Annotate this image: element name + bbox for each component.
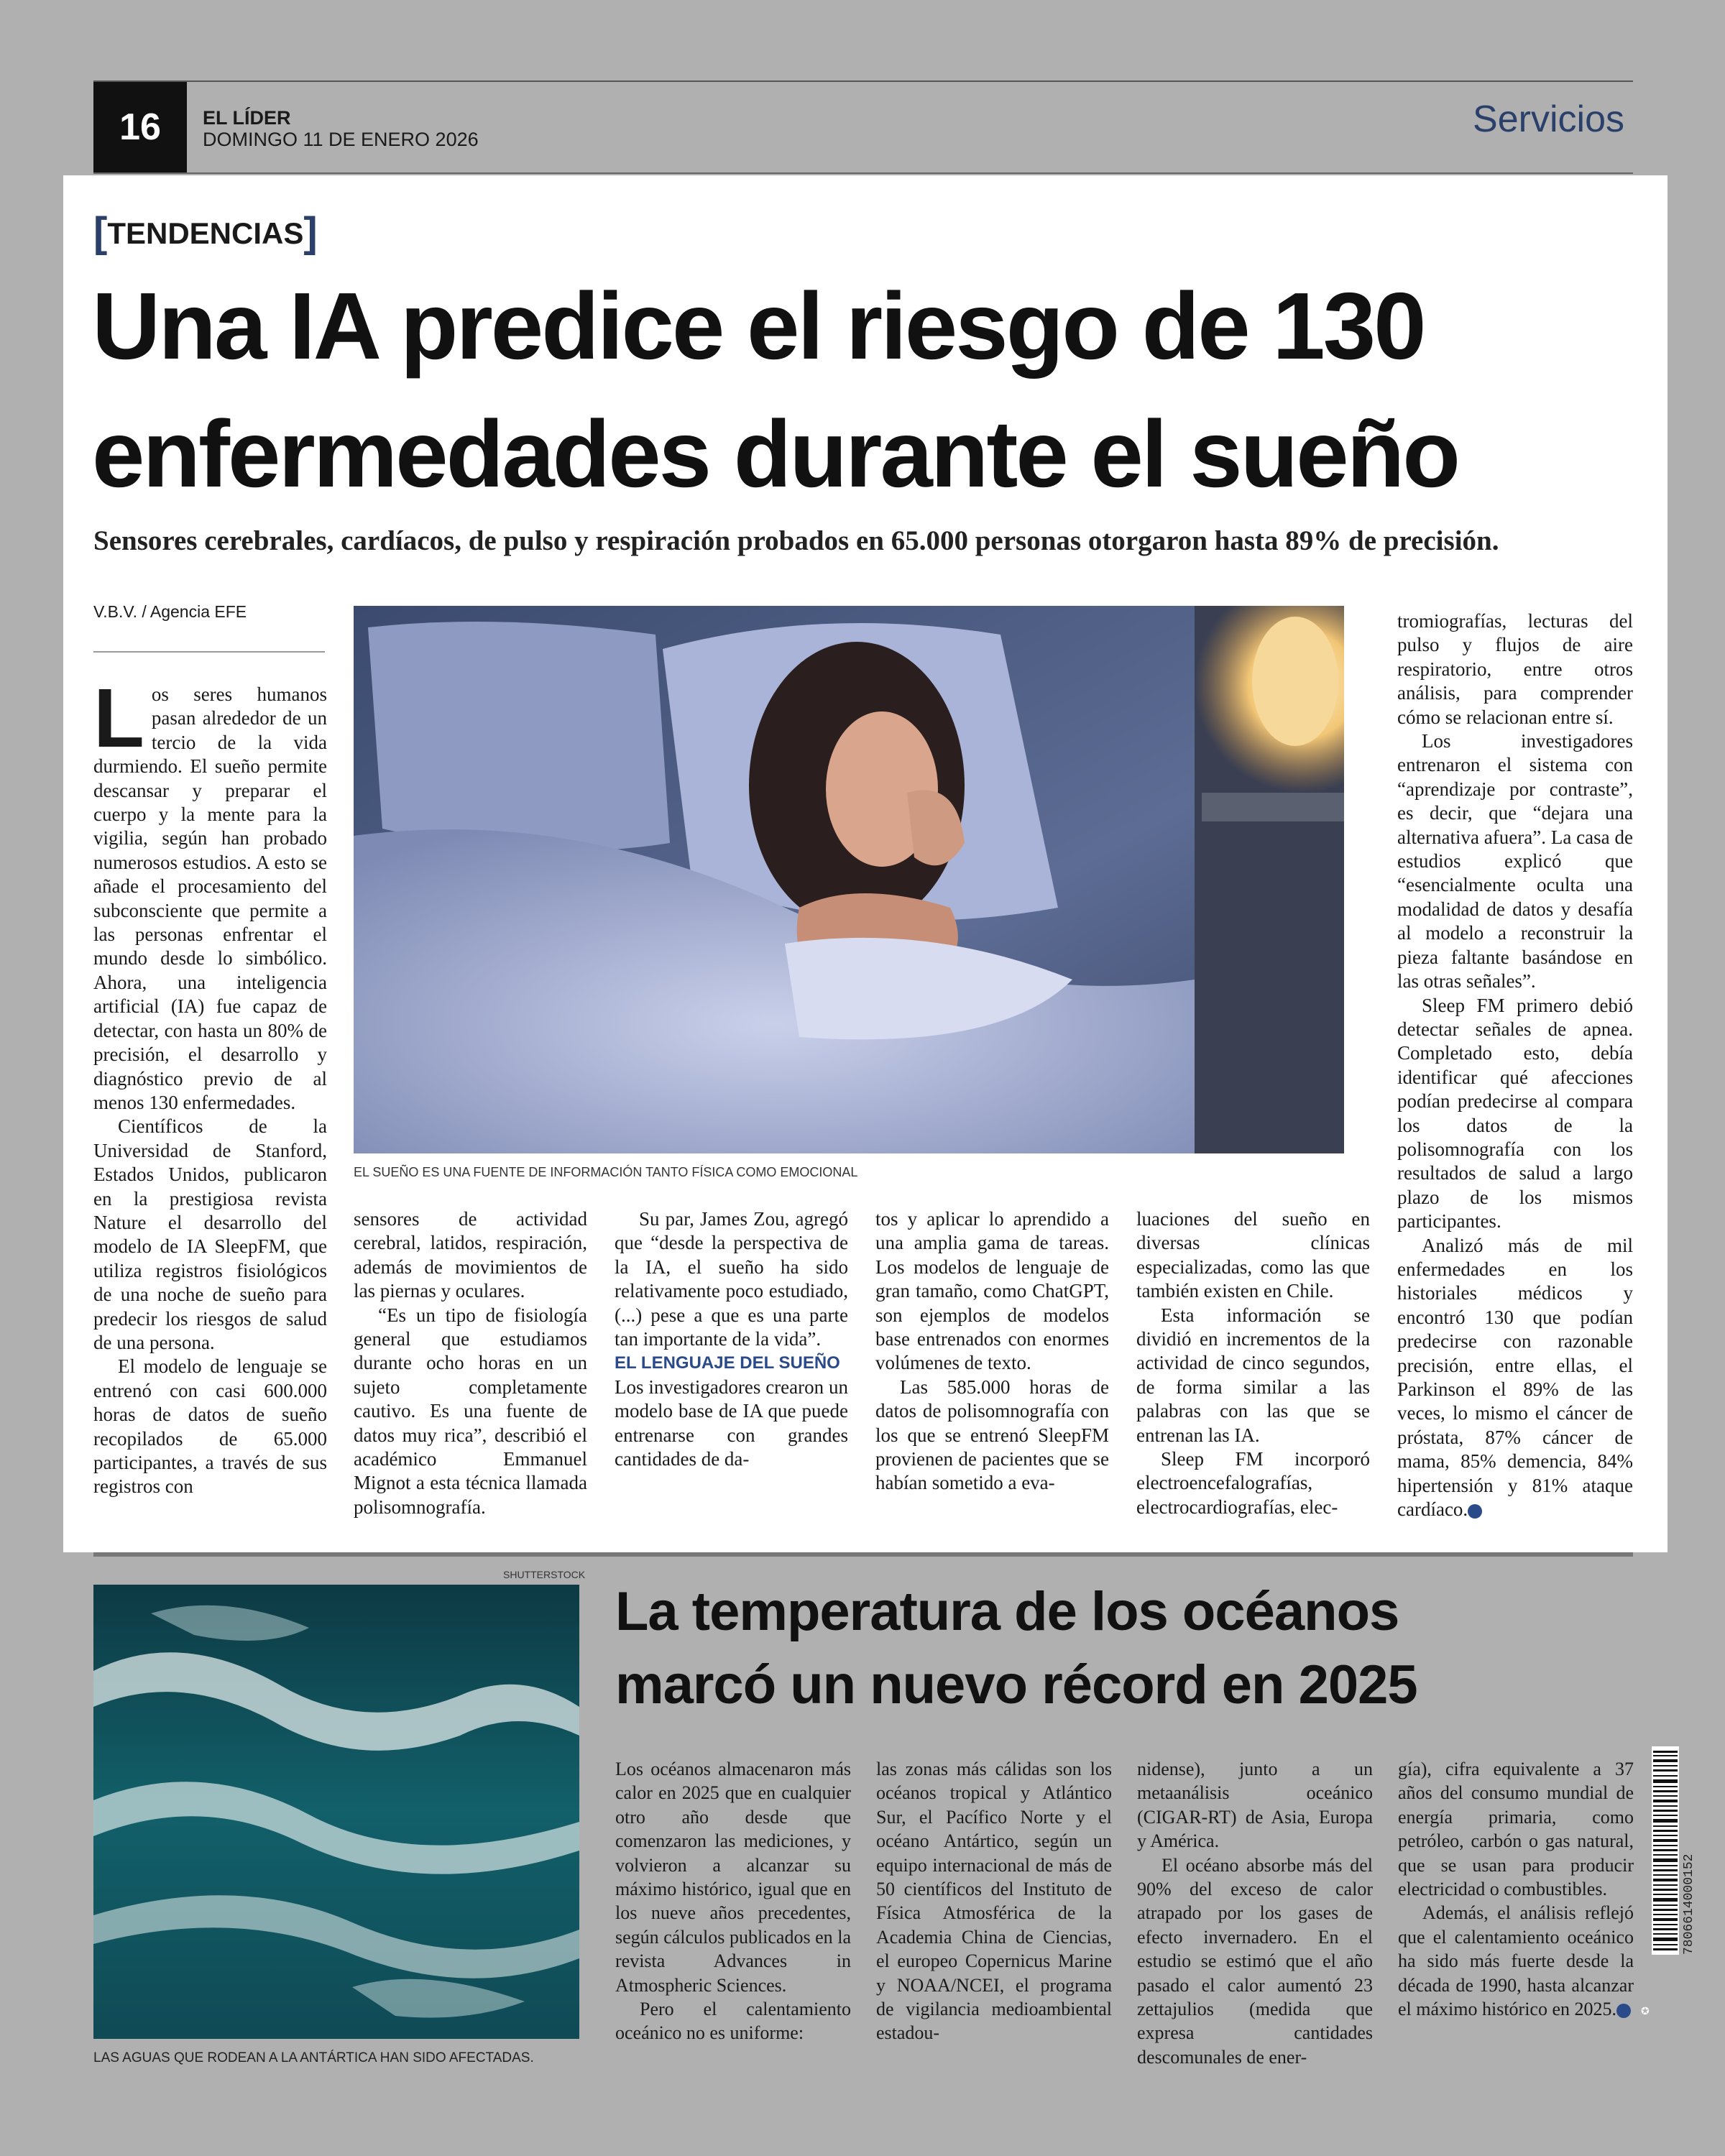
paragraph: nidense), junto a un metaanálisis oceánico (CIGAR-RT) de Asia, Europa y América. [1137, 1759, 1373, 1852]
paragraph: El océano absorbe más del 90% del exceso de calor atrapado por los gases de efecto invernadero. En el estudio se estimó que el año pasado el calor aumentó 23 zettajulios (medida que expresa cantidades descomunales de ener- [1137, 1854, 1373, 2068]
second-article-column-1 [615, 1757, 851, 2045]
paragraph-text: Además, el análisis reflejó que el calentamiento oceánico ha sido más fuerte desde la década de 1990, hasta alcanzar el máximo histórico en 2025. [1398, 1902, 1634, 2020]
byline: V.B.V. / Agencia EFE [93, 602, 247, 621]
publication-date: DOMINGO 11 DE ENERO 2026 [203, 129, 479, 150]
paragraph: gía), cifra equivalente a 37 años del consumo mundial de energía primaria, como petróleo, carbón o gas natural, que se usan para producir electricidad o combustibles. [1398, 1759, 1634, 1900]
paragraph-text: Analizó más de mil enfermedades en los historiales médicos y encontró 130 que podían predecirse con razonable precisión, entre ellas, el Parkinson el 89% de las veces, lo mismo el cáncer de próstata, 87% cáncer de mama, 85% demencia, 84% hipertensión y 81% ataque cardíaco. [1397, 1234, 1633, 1521]
paragraph: Su par, James Zou, agregó que “desde la perspectiva de la IA, el sueño ha sido relativamente poco estudiado, (...) pese a que es una parte tan importante de la vida”. [615, 1208, 848, 1350]
end-of-article-icon: ✪ [1468, 1504, 1482, 1519]
article-column-5 [1136, 1207, 1370, 1519]
photo-credit: SHUTTERSTOCK [503, 1569, 586, 1580]
barcode-icon [1652, 1746, 1679, 1955]
ocean-waves-photo [93, 1585, 579, 2039]
article-column-3 [615, 1207, 848, 1471]
section-tag: [TENDENCIAS] [93, 209, 318, 256]
paragraph: tromiografías, lecturas del pulso y flujos de aire respiratorio, entre otros análisis, para comprender cómo se relacionan entre sí. [1397, 610, 1633, 728]
article-column-4 [875, 1207, 1109, 1496]
article-separator-rule [93, 1552, 1633, 1557]
end-of-article-icon: ✪ [1616, 2004, 1631, 2018]
section-title: Servicios [1473, 98, 1624, 140]
paragraph [1397, 1234, 1633, 1522]
section-tag-label: TENDENCIAS [107, 216, 304, 250]
paragraph [1398, 1901, 1650, 2021]
headline-line-1: Una IA predice el riesgo de 130 [92, 273, 1425, 379]
second-article-column-2 [876, 1757, 1112, 2045]
paragraph: Los océanos almacenaron más calor en 2025 que en cualquier otro año desde que comenzaron las mediciones, y volvieron a alcanzar su máximo histórico, igual que en los nueve años precedentes, según cálculos publicados en la revista Advances in Atmospheric Sciences. [615, 1759, 851, 1996]
second-headline [615, 1575, 1629, 1722]
page-number: 16 [93, 82, 187, 172]
drop-cap: L [93, 671, 144, 765]
article-deck: Sensores cerebrales, cardíacos, de pulso y respiración probados en 65.000 personas otorgaron hasta 89% de precisión. [93, 525, 1499, 556]
paragraph: os seres humanos pasan alrededor de un tercio de la vida durmiendo. El sueño permite descansar y preparar el cuerpo y la mente para la vigilia, según han probado numerosos estudios. A esto se añade el procesamiento del subconsciente que permite a las personas enfrentar el mundo desde lo simbólico. Ahora, una inteligencia artificial (IA) fue capaz de detectar, con hasta un 80% de precisión, el desarrollo y diagnóstico previo de al menos 130 enfermedades. [93, 683, 327, 1113]
paragraph: luaciones del sueño en diversas clínicas especializadas, como las que también existen en Chile. [1136, 1208, 1370, 1302]
second-article-column-3 [1137, 1757, 1373, 2069]
article-column-2 [354, 1207, 587, 1519]
headline-line-1: La temperatura de los océanos [615, 1581, 1399, 1642]
photo-caption: EL SUEÑO ES UNA FUENTE DE INFORMACIÓN TANTO FÍSICA COMO EMOCIONAL [354, 1165, 858, 1179]
headline-line-2: marcó un nuevo récord en 2025 [615, 1654, 1417, 1715]
headline-line-2: enfermedades durante el sueño [92, 401, 1458, 507]
paragraph: Los investigadores crearon un modelo base de IA que puede entrenarse con grandes cantidades de da- [615, 1376, 848, 1470]
paragraph: sensores de actividad cerebral, latidos, respiración, además de movimientos de las piernas y oculares. [354, 1208, 587, 1302]
paragraph: Las 585.000 horas de datos de polisomnografía con los que se entrenó SleepFM provienen de pacientes que se habían sometido a eva- [875, 1376, 1109, 1494]
paragraph: tos y aplicar lo aprendido a una amplia gama de tareas. Los modelos de lenguaje de gran tamaño, como ChatGPT, son ejemplos de modelos base entrenados con enormes volúmenes de texto. [875, 1208, 1109, 1374]
ocean-photo-caption: LAS AGUAS QUE RODEAN A LA ANTÁRTICA HAN SIDO AFECTADAS. [93, 2050, 534, 2065]
subheading: EL LENGUAJE DEL SUEÑO [615, 1353, 840, 1373]
header-top-rule [93, 80, 1633, 82]
article-column-6 [1397, 609, 1633, 1521]
paragraph: Pero el calentamiento oceánico no es uniforme: [615, 1999, 851, 2044]
paragraph: Esta información se dividió en incrementos de la actividad de cinco segundos, de forma similar a las palabras con las que se entrenan las IA. [1136, 1304, 1370, 1446]
paragraph: El modelo de lenguaje se entrenó con casi 600.000 horas de datos de sueño recopilados de 65.000 participantes, a través de sus registros con [93, 1355, 327, 1498]
main-headline [92, 262, 1644, 518]
paragraph: “Es un tipo de fisiología general que estudiamos durante ocho horas en un sujeto completamente cautivo. Es una fuente de datos muy rica”, describió el académico Emmanuel Mignot a esta técnica llamada polisomnografía. [354, 1304, 587, 1518]
paragraph: Los investigadores entrenaron el sistema con “aprendizaje por contraste”, es decir, que “dejara una alternativa afuera”. La casa de estudios explicó que “esencialmente oculta una modalidad de datos y desafía al modelo a reconstruir la pieza faltante basándose en las otras señales”. [1397, 730, 1633, 992]
article-column-1 [93, 671, 327, 1499]
paragraph: Sleep FM incorporó electroencefalografías, electrocardiografías, elec- [1136, 1448, 1370, 1518]
publication-name: EL LÍDER [203, 107, 291, 129]
barcode-number: 7806614000152 [1682, 1853, 1696, 1955]
paragraph: Sleep FM primero debió detectar señales de apnea. Completado esto, debía identificar qué afecciones podían predecirse al compara los datos de la polisomnografía con los resultados de salud a largo plazo de los mismos participantes. [1397, 994, 1633, 1233]
header-bottom-rule [93, 172, 1633, 174]
paragraph: las zonas más cálidas son los océanos tropical y Atlántico Sur, el Pacífico Norte y el océano Antártico, según un equipo internacional de más de 50 científicos del Instituto de Física Atmosférica de la Academia China de Ciencias, el europeo Copernicus Marine y NOAA/NCEI, el programa de vigilancia medioambiental estadou- [876, 1759, 1112, 2044]
byline-rule [93, 651, 325, 653]
second-article-column-4 [1398, 1757, 1650, 2021]
paragraph: Científicos de la Universidad de Stanford, Estados Unidos, publicaron en la prestigiosa revista Nature el desarrollo del modelo de IA SleepFM, que utiliza registros fisiológicos de una noche de sueño para predecir los riesgos de salud de una persona. [93, 1115, 327, 1353]
sleeping-woman-photo [354, 606, 1344, 1153]
